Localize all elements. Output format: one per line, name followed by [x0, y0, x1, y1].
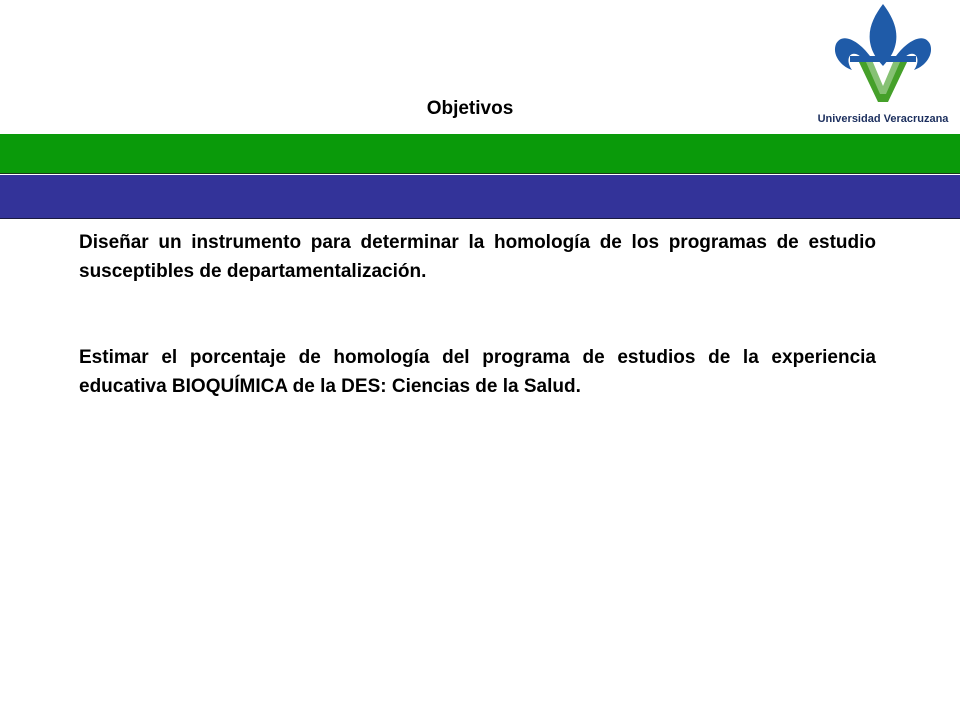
- university-logo: [806, 0, 960, 134]
- slide-title: Objetivos: [426, 98, 514, 119]
- objective-paragraph-1: Diseñar un instrumento para determinar la homología de los programas de estudio susceptibles de departamentalización.: [79, 232, 876, 282]
- green-band: [0, 134, 960, 174]
- blue-band: [0, 175, 960, 219]
- logo-text: Universidad Veracruzana: [817, 113, 949, 125]
- objective-paragraph-2: Estimar el porcentaje de homología del programa de estudios de la experiencia educativa BIOQUÍMICA de la DES: Ciencias de la Salud.: [79, 347, 876, 397]
- fleur-de-lis-icon: [806, 0, 960, 134]
